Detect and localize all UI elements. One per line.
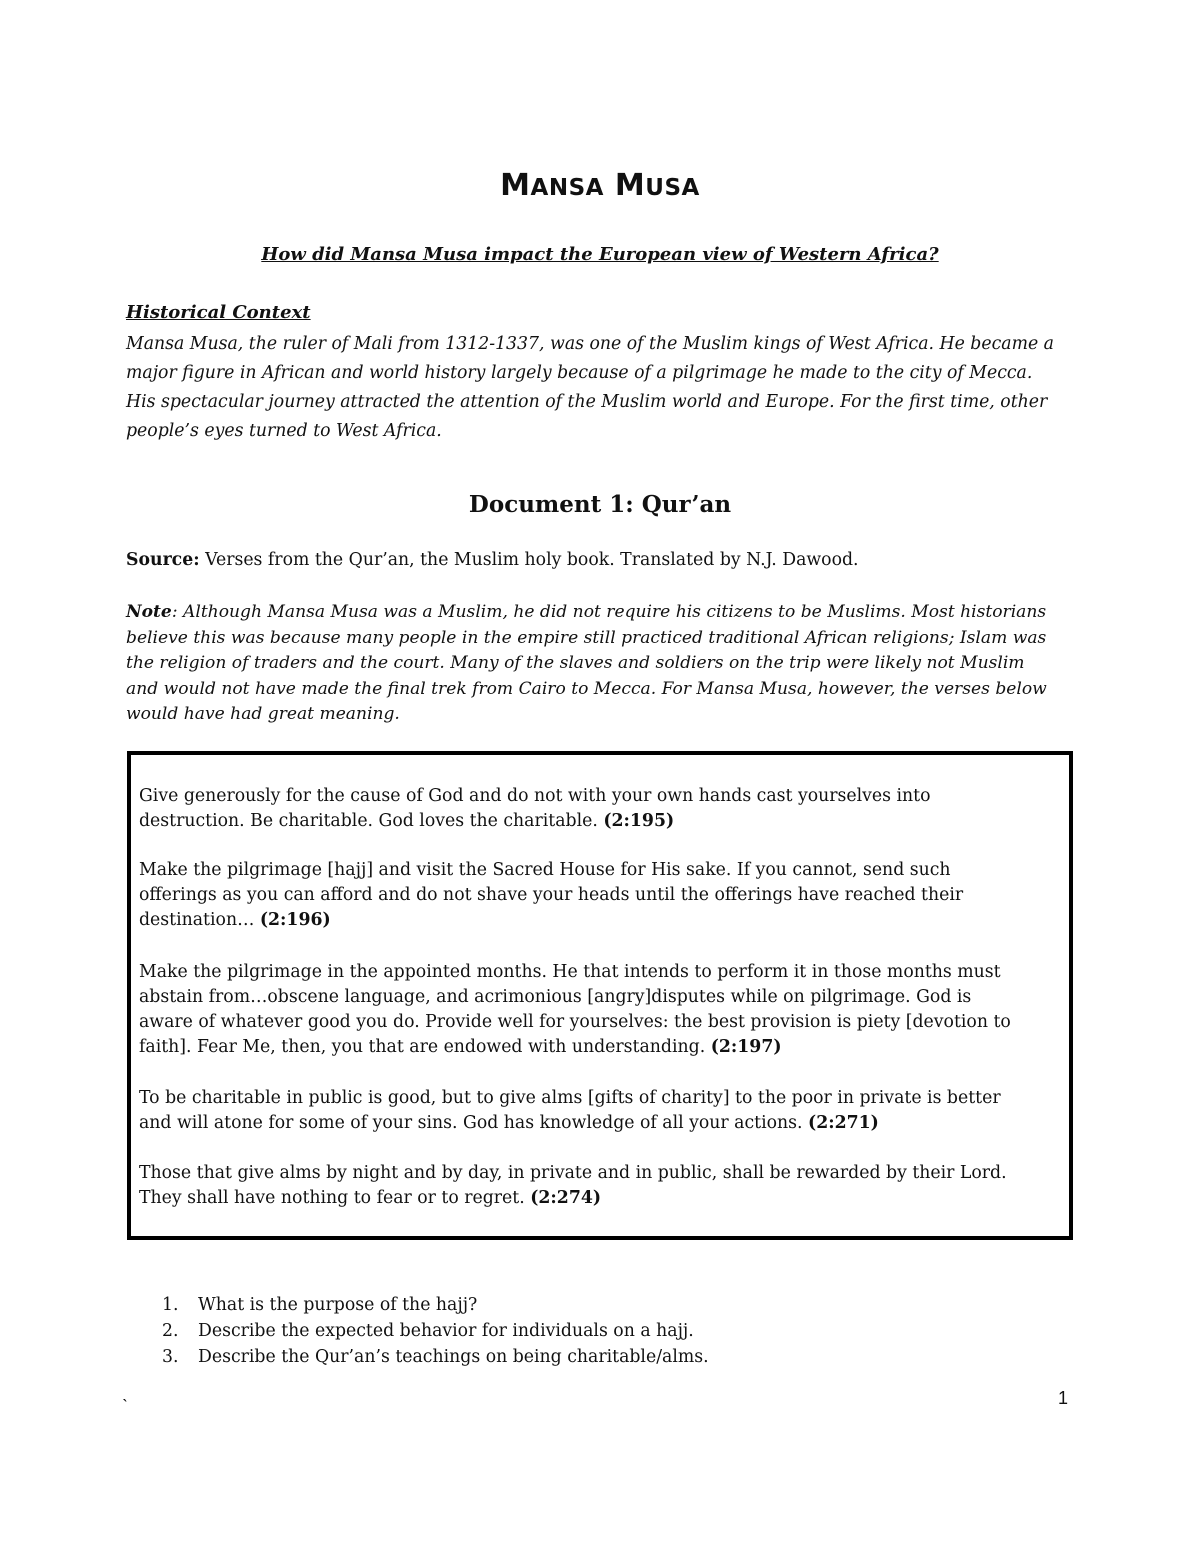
historical-context-line: His spectacular journey attracted the attention of the Muslim world and Europe. For the first time, other [126, 392, 1048, 412]
verse-line [139, 1111, 1059, 1136]
verse-line-text: destruction. Be charitable. God loves the charitable. [139, 811, 604, 831]
verse-line: Those that give alms by night and by day, in private and in public, shall be rewarded by their Lord. [139, 1163, 1007, 1183]
verse-2-195 [139, 784, 1059, 834]
historical-context-heading: Historical Context [126, 302, 311, 323]
note-label: Note [126, 602, 172, 622]
verse-reference: (2:274) [530, 1188, 602, 1208]
document-1-heading: Document 1: Qur’an [468, 491, 732, 518]
verse-line-text: and will atone for some of your sins. God has knowledge of all your actions. [139, 1113, 809, 1133]
verse-line-text: faith]. Fear Me, then, you that are endowed with understanding. [139, 1037, 711, 1057]
historical-context-line: Mansa Musa, the ruler of Mali from 1312-1337, was one of the Muslim kings of West Africa. He became a [126, 334, 1054, 354]
question-list [126, 1292, 1076, 1370]
question-text: What is the purpose of the hajj? [198, 1295, 478, 1315]
essential-question: How did Mansa Musa impact the European view of Western Africa? [261, 244, 939, 265]
verse-2-197 [139, 960, 1059, 1060]
verse-line: Give generously for the cause of God and do not with your own hands cast yourselves into [139, 786, 931, 806]
verse-2-274 [139, 1161, 1059, 1211]
note-line-text: : Although Mansa Musa was a Muslim, he did not require his citizens to be Muslims. Most historians [171, 602, 1047, 622]
title-rest-1: ANSA [530, 175, 604, 201]
question-item [126, 1344, 1076, 1370]
verse-line [139, 1035, 1059, 1060]
verse-line: To be charitable in public is good, but to give alms [gifts of charity] to the poor in private is better [139, 1088, 1001, 1108]
title-rest-2: USA [645, 175, 700, 201]
historical-context-body [126, 330, 1076, 446]
verse-line: abstain from…obscene language, and acrimonious [angry]disputes while on pilgrimage. God is [139, 987, 972, 1007]
verse-line: Make the pilgrimage in the appointed months. He that intends to perform it in those months must [139, 962, 1001, 982]
question-number: 3. [162, 1347, 179, 1367]
title-initial-2: M [614, 168, 646, 203]
page-title [0, 168, 1200, 203]
question-item [126, 1292, 1076, 1318]
question-number: 2. [162, 1321, 179, 1341]
verse-line [139, 809, 1059, 834]
note-paragraph [126, 600, 1076, 728]
question-item [126, 1318, 1076, 1344]
note-line [126, 600, 1076, 626]
note-line: the religion of traders and the court. Many of the slaves and soldiers on the trip were likely not Muslim [126, 653, 1025, 673]
note-line: would have had great meaning. [126, 704, 400, 724]
verse-line-text: destination… [139, 910, 260, 930]
note-line: and would not have made the final trek from Cairo to Mecca. For Mansa Musa, however, the verses below [126, 678, 1047, 699]
question-text: Describe the expected behavior for individuals on a hajj. [198, 1321, 694, 1341]
verse-2-196 [139, 858, 1059, 933]
source-line [126, 550, 1076, 570]
verse-reference: (2:195) [603, 811, 675, 831]
verse-line [139, 1186, 1059, 1211]
note-line: believe this was because many people in the empire still practiced traditional African religions; Islam was [126, 627, 1047, 648]
verse-2-271 [139, 1086, 1059, 1136]
verse-line [139, 908, 1059, 933]
verse-line: Make the pilgrimage [hajj] and visit the Sacred House for His sake. If you cannot, send such [139, 860, 951, 880]
page-number: 1 [1058, 1388, 1069, 1408]
question-number: 1. [162, 1295, 179, 1315]
verse-reference: (2:196) [259, 910, 331, 930]
verse-line: offerings as you can afford and do not shave your heads until the offerings have reached their [139, 885, 964, 905]
source-text: Verses from the Qur’an, the Muslim holy book. Translated by N.J. Dawood. [199, 550, 859, 570]
question-text: Describe the Qur’an’s teachings on being charitable/alms. [198, 1347, 709, 1367]
historical-context-line: people’s eyes turned to West Africa. [126, 421, 442, 441]
footer-mark: ` [122, 1398, 129, 1414]
historical-context-line: major figure in African and world history largely because of a pilgrimage he made to the city of Mecca. [126, 363, 1033, 383]
verse-line-text: They shall have nothing to fear or to regret. [139, 1188, 531, 1208]
verse-reference: (2:197) [710, 1037, 782, 1057]
title-initial-1: M [500, 168, 531, 203]
source-label: Source: [126, 550, 200, 570]
verse-reference: (2:271) [808, 1113, 879, 1133]
verse-line: aware of whatever good you do. Provide well for yourselves: the best provision is piety [devotion to [139, 1012, 1011, 1032]
